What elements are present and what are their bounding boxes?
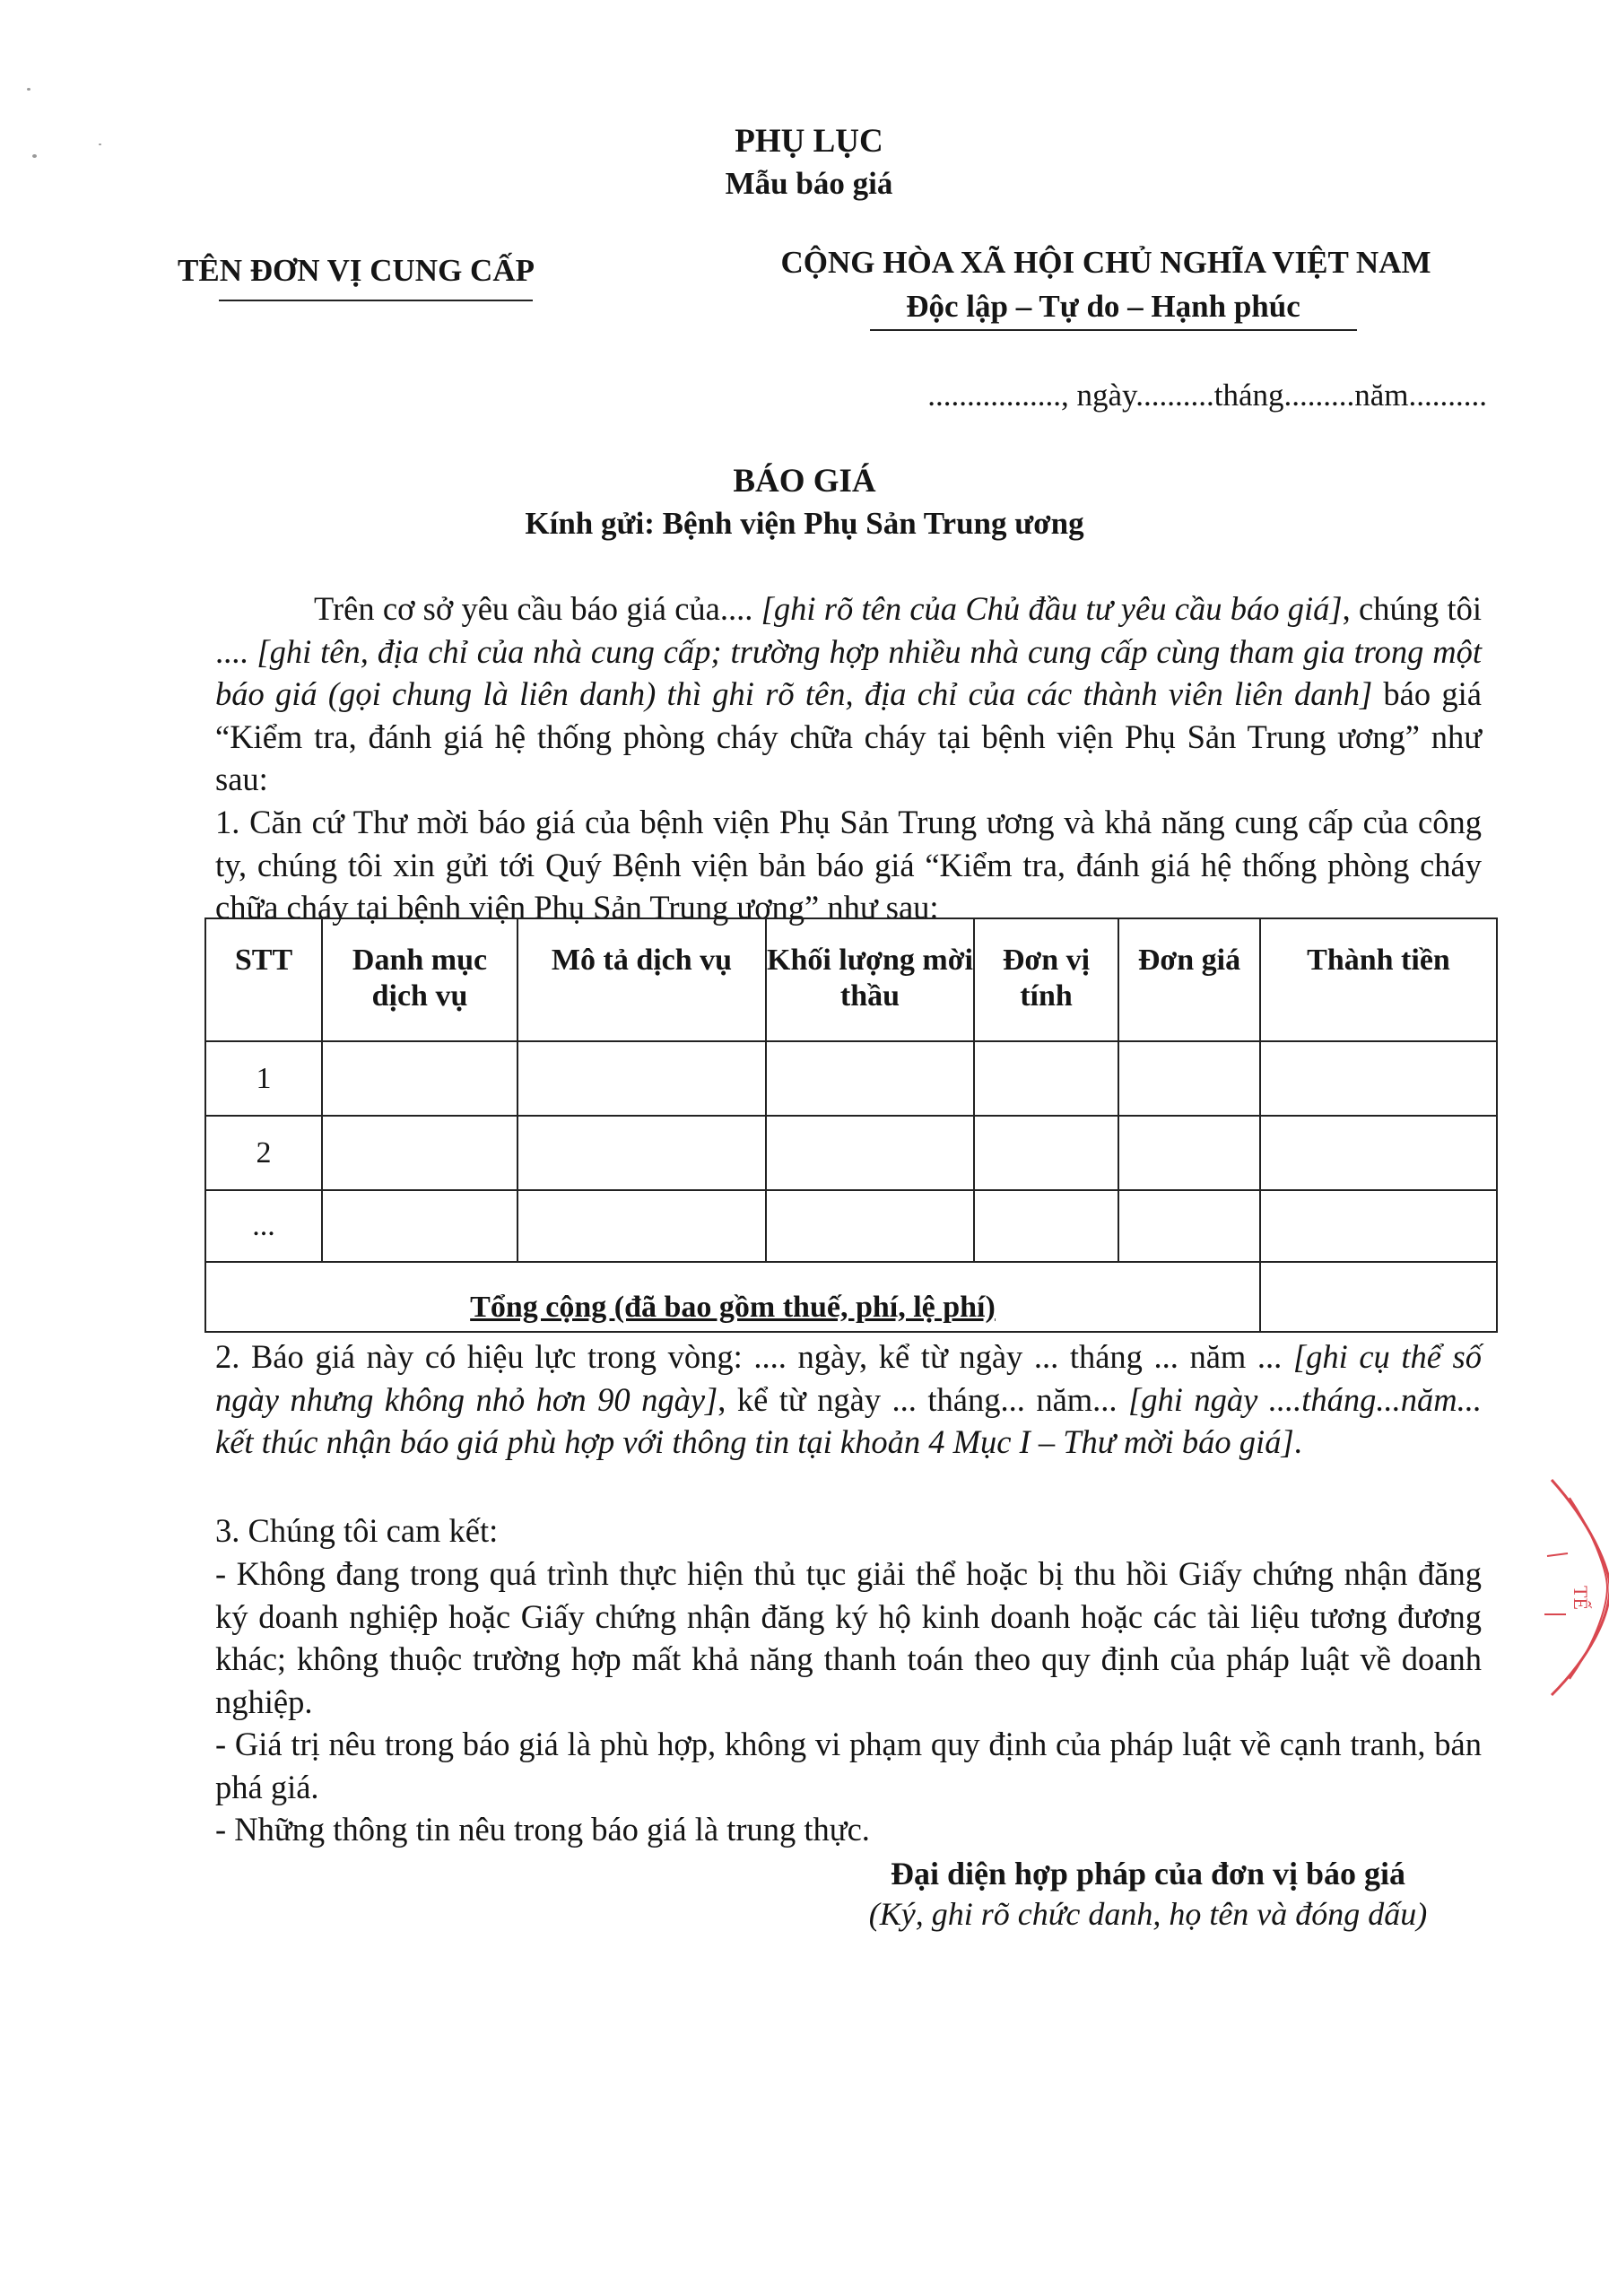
table-cell <box>322 1041 517 1116</box>
total-label-cell <box>205 1262 1260 1332</box>
table-row <box>205 1116 1497 1190</box>
header-service-category: Danh mục dịch vụ <box>322 918 517 1041</box>
table-cell <box>1118 1190 1260 1262</box>
item-1-paragraph: 1. Căn cứ Thư mời báo giá của bệnh viện Phụ Sản Trung ương và khả năng cung cấp của công ty, chúng tôi xin gửi tới Quý Bệnh viện bản báo giá “Kiểm tra, đánh giá hệ thống phòng cháy chữa cháy tại bệnh viện Phụ Sản Trung ương” như sau: <box>215 804 1482 926</box>
intro-paragraph <box>215 587 1482 801</box>
appendix-subtitle: Mẫu báo giá <box>725 166 893 201</box>
row-stt: 2 <box>205 1116 322 1190</box>
total-label: Tổng cộng (đã bao gồm thuế, phí, lệ phí) <box>470 1291 996 1324</box>
date-line: ................., ngày..........tháng.........năm.......... <box>927 378 1487 413</box>
validity-paragraph <box>215 1335 1482 1464</box>
commitment-item: - Những thông tin nêu trong báo giá là trung thực. <box>215 1811 870 1848</box>
table-cell <box>974 1190 1118 1262</box>
commitment-item: - Giá trị nêu trong báo giá là phù hợp, không vi phạm quy định của pháp luật về cạnh tranh, bán phá giá. <box>215 1726 1482 1805</box>
table-cell <box>974 1116 1118 1190</box>
table-cell <box>1260 1041 1497 1116</box>
table-header-row <box>205 918 1497 1041</box>
intro-text-end: báo giá “Kiểm tra, đánh giá hệ thống phòng cháy chữa cháy tại bệnh viện Phụ Sản Trung ương” như sau: <box>215 675 1482 797</box>
table-row <box>205 1190 1497 1262</box>
row-stt: ... <box>205 1190 322 1262</box>
validity-italic-deadline: [ghi ngày ....tháng...năm... kết thúc nhận báo giá phù hợp với thông tin tại khoản 4 Mục I – Thư mời báo giá] <box>215 1380 1483 1460</box>
table-cell <box>517 1041 766 1116</box>
table-cell <box>1118 1041 1260 1116</box>
validity-text-start: 2. Báo giá này có hiệu lực trong vòng: .... ngày, kể từ ngày ... tháng ... năm ... <box>215 1338 1293 1375</box>
motto-underline <box>870 329 1357 331</box>
stamp-text: TẾ <box>1570 1586 1592 1610</box>
total-row <box>205 1262 1497 1332</box>
table-cell <box>1260 1116 1497 1190</box>
table-cell <box>322 1116 517 1190</box>
commitment-item: - Không đang trong quá trình thực hiện thủ tục giải thể hoặc bị thu hồi Giấy chứng nhận đăng ký doanh nghiệp hoặc Giấy chứng nhận đăng ký hộ kinh doanh hoặc các tài liệu tương đương khác; không thuộc trường hợp mất khả năng thanh toán theo quy định của pháp luật về doanh nghiệp. <box>215 1555 1482 1720</box>
table-cell <box>766 1116 974 1190</box>
table-cell <box>974 1041 1118 1116</box>
table-cell <box>1118 1116 1260 1190</box>
commitments-heading: 3. Chúng tôi cam kết: <box>215 1512 499 1549</box>
header-amount: Thành tiền <box>1260 918 1497 1041</box>
table-cell <box>517 1190 766 1262</box>
signature-note: (Ký, ghi rõ chức danh, họ tên và đóng dấu) <box>868 1896 1428 1932</box>
scan-speck <box>99 144 101 145</box>
header-unit: Đơn vị tính <box>974 918 1118 1041</box>
header-unit-price: Đơn giá <box>1118 918 1260 1041</box>
intro-italic-supplier: [ghi tên, địa chỉ của nhà cung cấp; trường hợp nhiều nhà cung cấp cùng tham gia trong một báo giá (gọi chung là liên danh) thì ghi rõ tên, địa chỉ của các thành viên liên danh] <box>215 632 1483 712</box>
quotation-table <box>204 918 1498 1333</box>
supplier-underline <box>219 300 533 301</box>
intro-text-start: Trên cơ sở yêu cầu báo giá của.... <box>314 590 761 627</box>
table-cell <box>766 1041 974 1116</box>
table-row <box>205 1041 1497 1116</box>
row-stt: 1 <box>205 1041 322 1116</box>
scan-speck <box>27 88 30 91</box>
stamp-fragment <box>1525 1471 1609 1704</box>
table-cell <box>322 1190 517 1262</box>
appendix-title: PHỤ LỤC <box>735 123 883 160</box>
signature-title: Đại diện hợp pháp của đơn vị báo giá <box>890 1856 1406 1892</box>
header-service-description: Mô tả dịch vụ <box>517 918 766 1041</box>
table-cell <box>517 1116 766 1190</box>
motto: Độc lập – Tự do – Hạnh phúc <box>906 289 1300 324</box>
header-quantity: Khối lượng mời thầu <box>766 918 974 1041</box>
validity-text-end: . <box>1293 1423 1302 1460</box>
scan-speck <box>32 154 37 158</box>
intro-text-mid: , chúng tôi .... <box>215 590 1483 670</box>
intro-italic-investor: [ghi rõ tên của Chủ đầu tư yêu cầu báo giá] <box>761 590 1343 627</box>
validity-text-mid: , kể từ ngày ... tháng... năm... <box>718 1380 1129 1418</box>
table-cell <box>766 1190 974 1262</box>
total-amount-cell <box>1260 1262 1497 1332</box>
recipient-line: Kính gửi: Bệnh viện Phụ Sản Trung ương <box>525 506 1084 541</box>
header-stt: STT <box>205 918 322 1041</box>
table-cell <box>1260 1190 1497 1262</box>
document-title: BÁO GIÁ <box>733 463 876 500</box>
validity-italic-days: [ghi cụ thể số ngày nhưng không nhỏ hơn 90 ngày] <box>215 1338 1483 1418</box>
supplier-label: TÊN ĐƠN VỊ CUNG CẤP <box>178 253 535 288</box>
republic-title: CỘNG HÒA XÃ HỘI CHỦ NGHĨA VIỆT NAM <box>780 245 1431 280</box>
